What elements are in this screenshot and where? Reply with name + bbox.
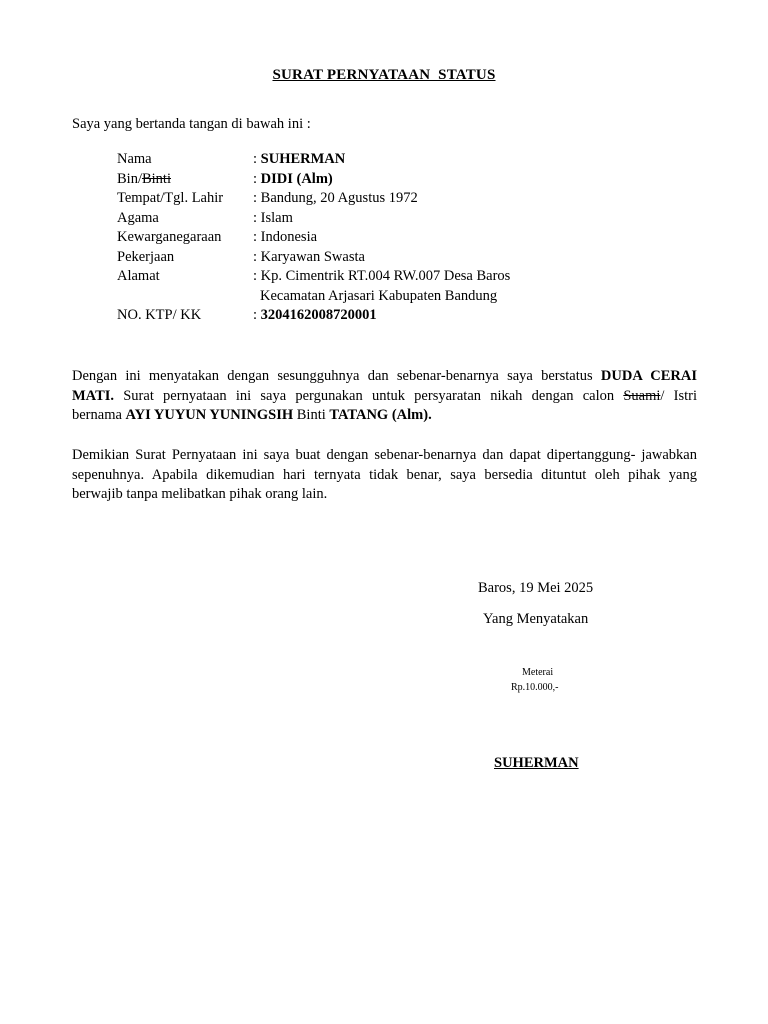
signatory-name: SUHERMAN xyxy=(494,755,579,771)
field-label: NO. KTP/ KK xyxy=(117,307,202,323)
stamp-duty-label: Meterai xyxy=(522,667,554,678)
field-value: : Islam xyxy=(253,209,293,226)
stamp-duty-value: Rp.10.000,- xyxy=(511,682,559,693)
paragraph-line: bernama AYI YUYUN YUNINGSIH Binti TATANG (Alm). xyxy=(72,407,432,423)
field-value: : 3204162008720001 xyxy=(253,307,377,323)
place-date: Baros, 19 Mei 2025 xyxy=(478,580,594,596)
paragraph-line: Dengan ini menyatakan dengan sesungguhnya dan sebenar-benarnya saya berstatus DUDA CERAI xyxy=(72,368,697,384)
field-value: : Indonesia xyxy=(253,229,318,245)
field-label: Pekerjaan xyxy=(117,248,175,265)
paragraph-line: MATI. Surat pernyataan ini saya pergunakan untuk persyaratan nikah dengan calon Suami/ Istri xyxy=(72,387,697,404)
field-value: Kecamatan Arjasari Kabupaten Bandung xyxy=(260,287,498,304)
field-label: Agama xyxy=(117,209,159,226)
field-value: : SUHERMAN xyxy=(253,151,346,167)
signatory-caption: Yang Menyatakan xyxy=(483,611,589,627)
paragraph-line: sepenuhnya. Apabila dikemudian hari ternyata tidak benar, saya bersedia dituntut oleh pihak yang xyxy=(72,466,697,483)
field-value: : DIDI (Alm) xyxy=(253,170,333,187)
field-label: Alamat xyxy=(117,268,160,284)
field-label: Nama xyxy=(117,151,152,167)
field-label: Kewarganegaraan xyxy=(117,229,222,245)
field-value: : Bandung, 20 Agustus 1972 xyxy=(253,190,418,206)
closing-paragraph xyxy=(72,446,697,505)
field-label: Bin/Binti xyxy=(117,170,171,187)
field-label: Tempat/Tgl. Lahir xyxy=(117,190,224,206)
paragraph-line: berwajib tanpa melibatkan pihak orang lain. xyxy=(72,486,328,502)
status-statement-paragraph xyxy=(72,367,697,426)
field-value: : Kp. Cimentrik RT.004 RW.007 Desa Baros xyxy=(253,268,511,284)
document-title: SURAT PERNYATAAN STATUS xyxy=(272,67,496,83)
field-value: : Karyawan Swasta xyxy=(253,248,365,265)
paragraph-line: Demikian Surat Pernyataan ini saya buat dengan sebenar-benarnya dan dapat dipertanggung- jawabkan xyxy=(72,447,697,463)
intro-text: Saya yang bertanda tangan di bawah ini : xyxy=(72,116,311,132)
